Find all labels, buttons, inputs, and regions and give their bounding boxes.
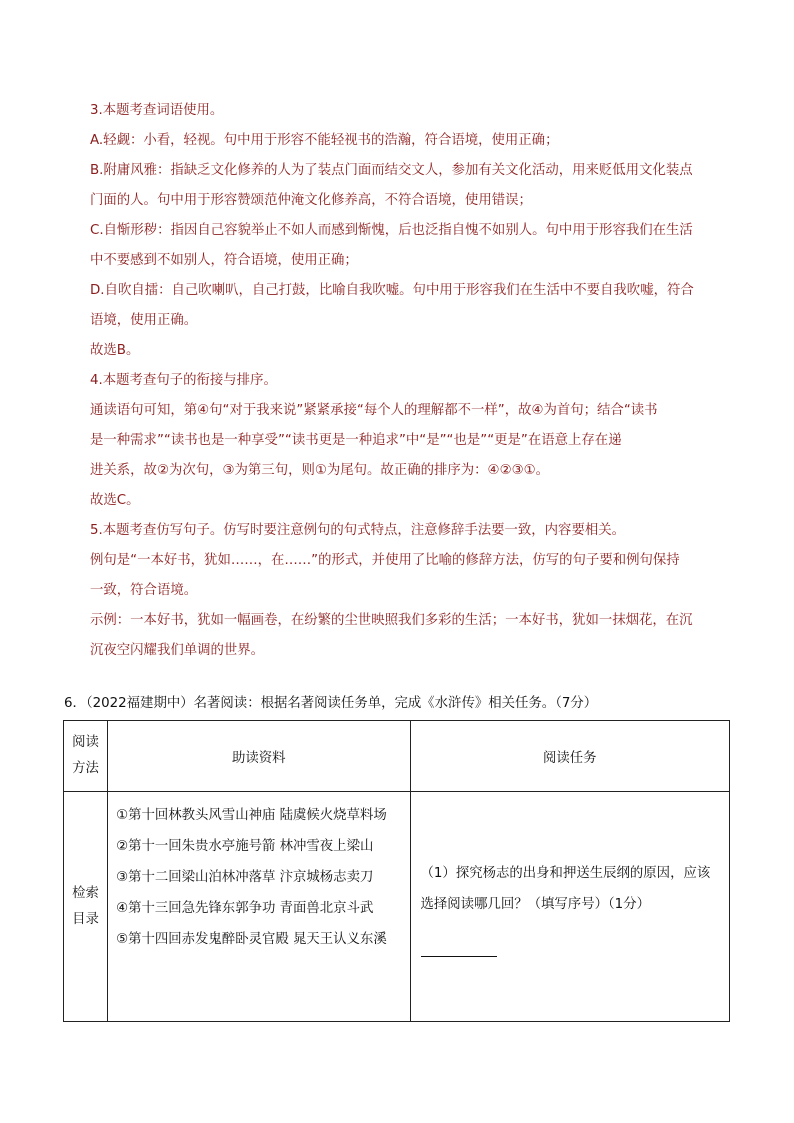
answer-blank[interactable] xyxy=(421,938,497,957)
answer-line: A.轻觑：小看，轻视。句中用于形容不能轻视书的浩瀚，符合语境，使用正确； xyxy=(90,133,559,148)
answer-line: 中不要感到不如别人，符合语境，使用正确； xyxy=(90,253,358,268)
header-reading-method: 阅读 方法 xyxy=(64,721,108,792)
toc-item: ①第十回林教头风雪山神庙 陆虞候火烧草料场 xyxy=(116,808,387,823)
header-reading-task: 阅读任务 xyxy=(410,721,729,792)
header-reading-material: 助读资料 xyxy=(108,721,410,792)
answer-explanation xyxy=(90,96,730,666)
answer-line: 一致，符合语境。 xyxy=(90,583,198,598)
answer-line: 语境，使用正确。 xyxy=(90,313,198,328)
table-row xyxy=(64,792,730,1022)
answer-line: 5.本题考查仿写句子。仿写时要注意例句的句式特点，注意修辞手法要一致，内容要相关。 xyxy=(90,523,626,538)
answer-line: 故选B。 xyxy=(90,343,140,358)
answer-line: D.自吹自擂：自己吹喇叭，自己打鼓，比喻自我吹嘘。句中用于形容我们在生活中不要自我吹嘘，符合 xyxy=(90,283,694,298)
answer-line: C.自惭形秽：指因自己容貌举止不如人而感到惭愧，后也泛指自愧不如别人。句中用于形容我们在生活 xyxy=(90,223,693,238)
answer-line: 门面的人。句中用于形容赞颂范仲淹文化修养高，不符合语境，使用错误； xyxy=(90,193,532,208)
answer-line: 4.本题考查句子的衔接与排序。 xyxy=(90,373,277,388)
answer-line: 沉夜空闪耀我们单调的世界。 xyxy=(90,643,265,658)
task-question-text: （1）探究杨志的出身和押送生辰纲的原因，应该选择阅读哪几回？（填写序号）（1分） xyxy=(420,866,711,912)
answer-line: 故选C。 xyxy=(90,493,140,508)
answer-line: 是一种需求”“读书也是一种享受”“读书更是一种追求”中“是”“也是”“更是”在语意上存在递 xyxy=(90,433,622,448)
reading-task-table xyxy=(63,720,730,1022)
toc-item: ③第十二回梁山泊林冲落草 汴京城杨志卖刀 xyxy=(116,870,374,885)
answer-line: 3.本题考查词语使用。 xyxy=(90,103,224,118)
toc-item: ④第十三回急先锋东郭争功 青面兽北京斗武 xyxy=(116,901,374,916)
answer-line: 通读语句可知，第④句“对于我来说”紧紧承接“每个人的理解都不一样”，故④为首句；结合“读书 xyxy=(90,403,658,418)
task-cell xyxy=(410,792,729,1022)
toc-item: ⑤第十四回赤发鬼醉卧灵官殿 晁天王认义东溪 xyxy=(116,932,387,947)
toc-item: ②第十一回朱贵水亭施号箭 林冲雪夜上梁山 xyxy=(116,839,374,854)
toc-list xyxy=(108,792,410,1022)
table-header-row xyxy=(64,721,730,792)
answer-line: B.附庸风雅：指缺乏文化修养的人为了装点门面而结交文人，参加有关文化活动，用来贬低用文化装点 xyxy=(90,163,693,178)
answer-line: 示例：一本好书，犹如一幅画卷，在纷繁的尘世映照我们多彩的生活；一本好书，犹如一抹烟花，在沉 xyxy=(90,613,693,628)
answer-line: 例句是“一本好书，犹如……，在……”的形式，并使用了比喻的修辞方法，仿写的句子要和例句保持 xyxy=(90,553,680,568)
question-6-stem: 6．（2022福建期中）名著阅读：根据名著阅读任务单，完成《水浒传》相关任务。（7分） xyxy=(64,696,598,711)
row-method-search-toc: 检索 目录 xyxy=(64,792,108,1022)
answer-line: 进关系，故②为次句，③为第三句，则①为尾句。故正确的排序为：④②③①。 xyxy=(90,463,549,478)
